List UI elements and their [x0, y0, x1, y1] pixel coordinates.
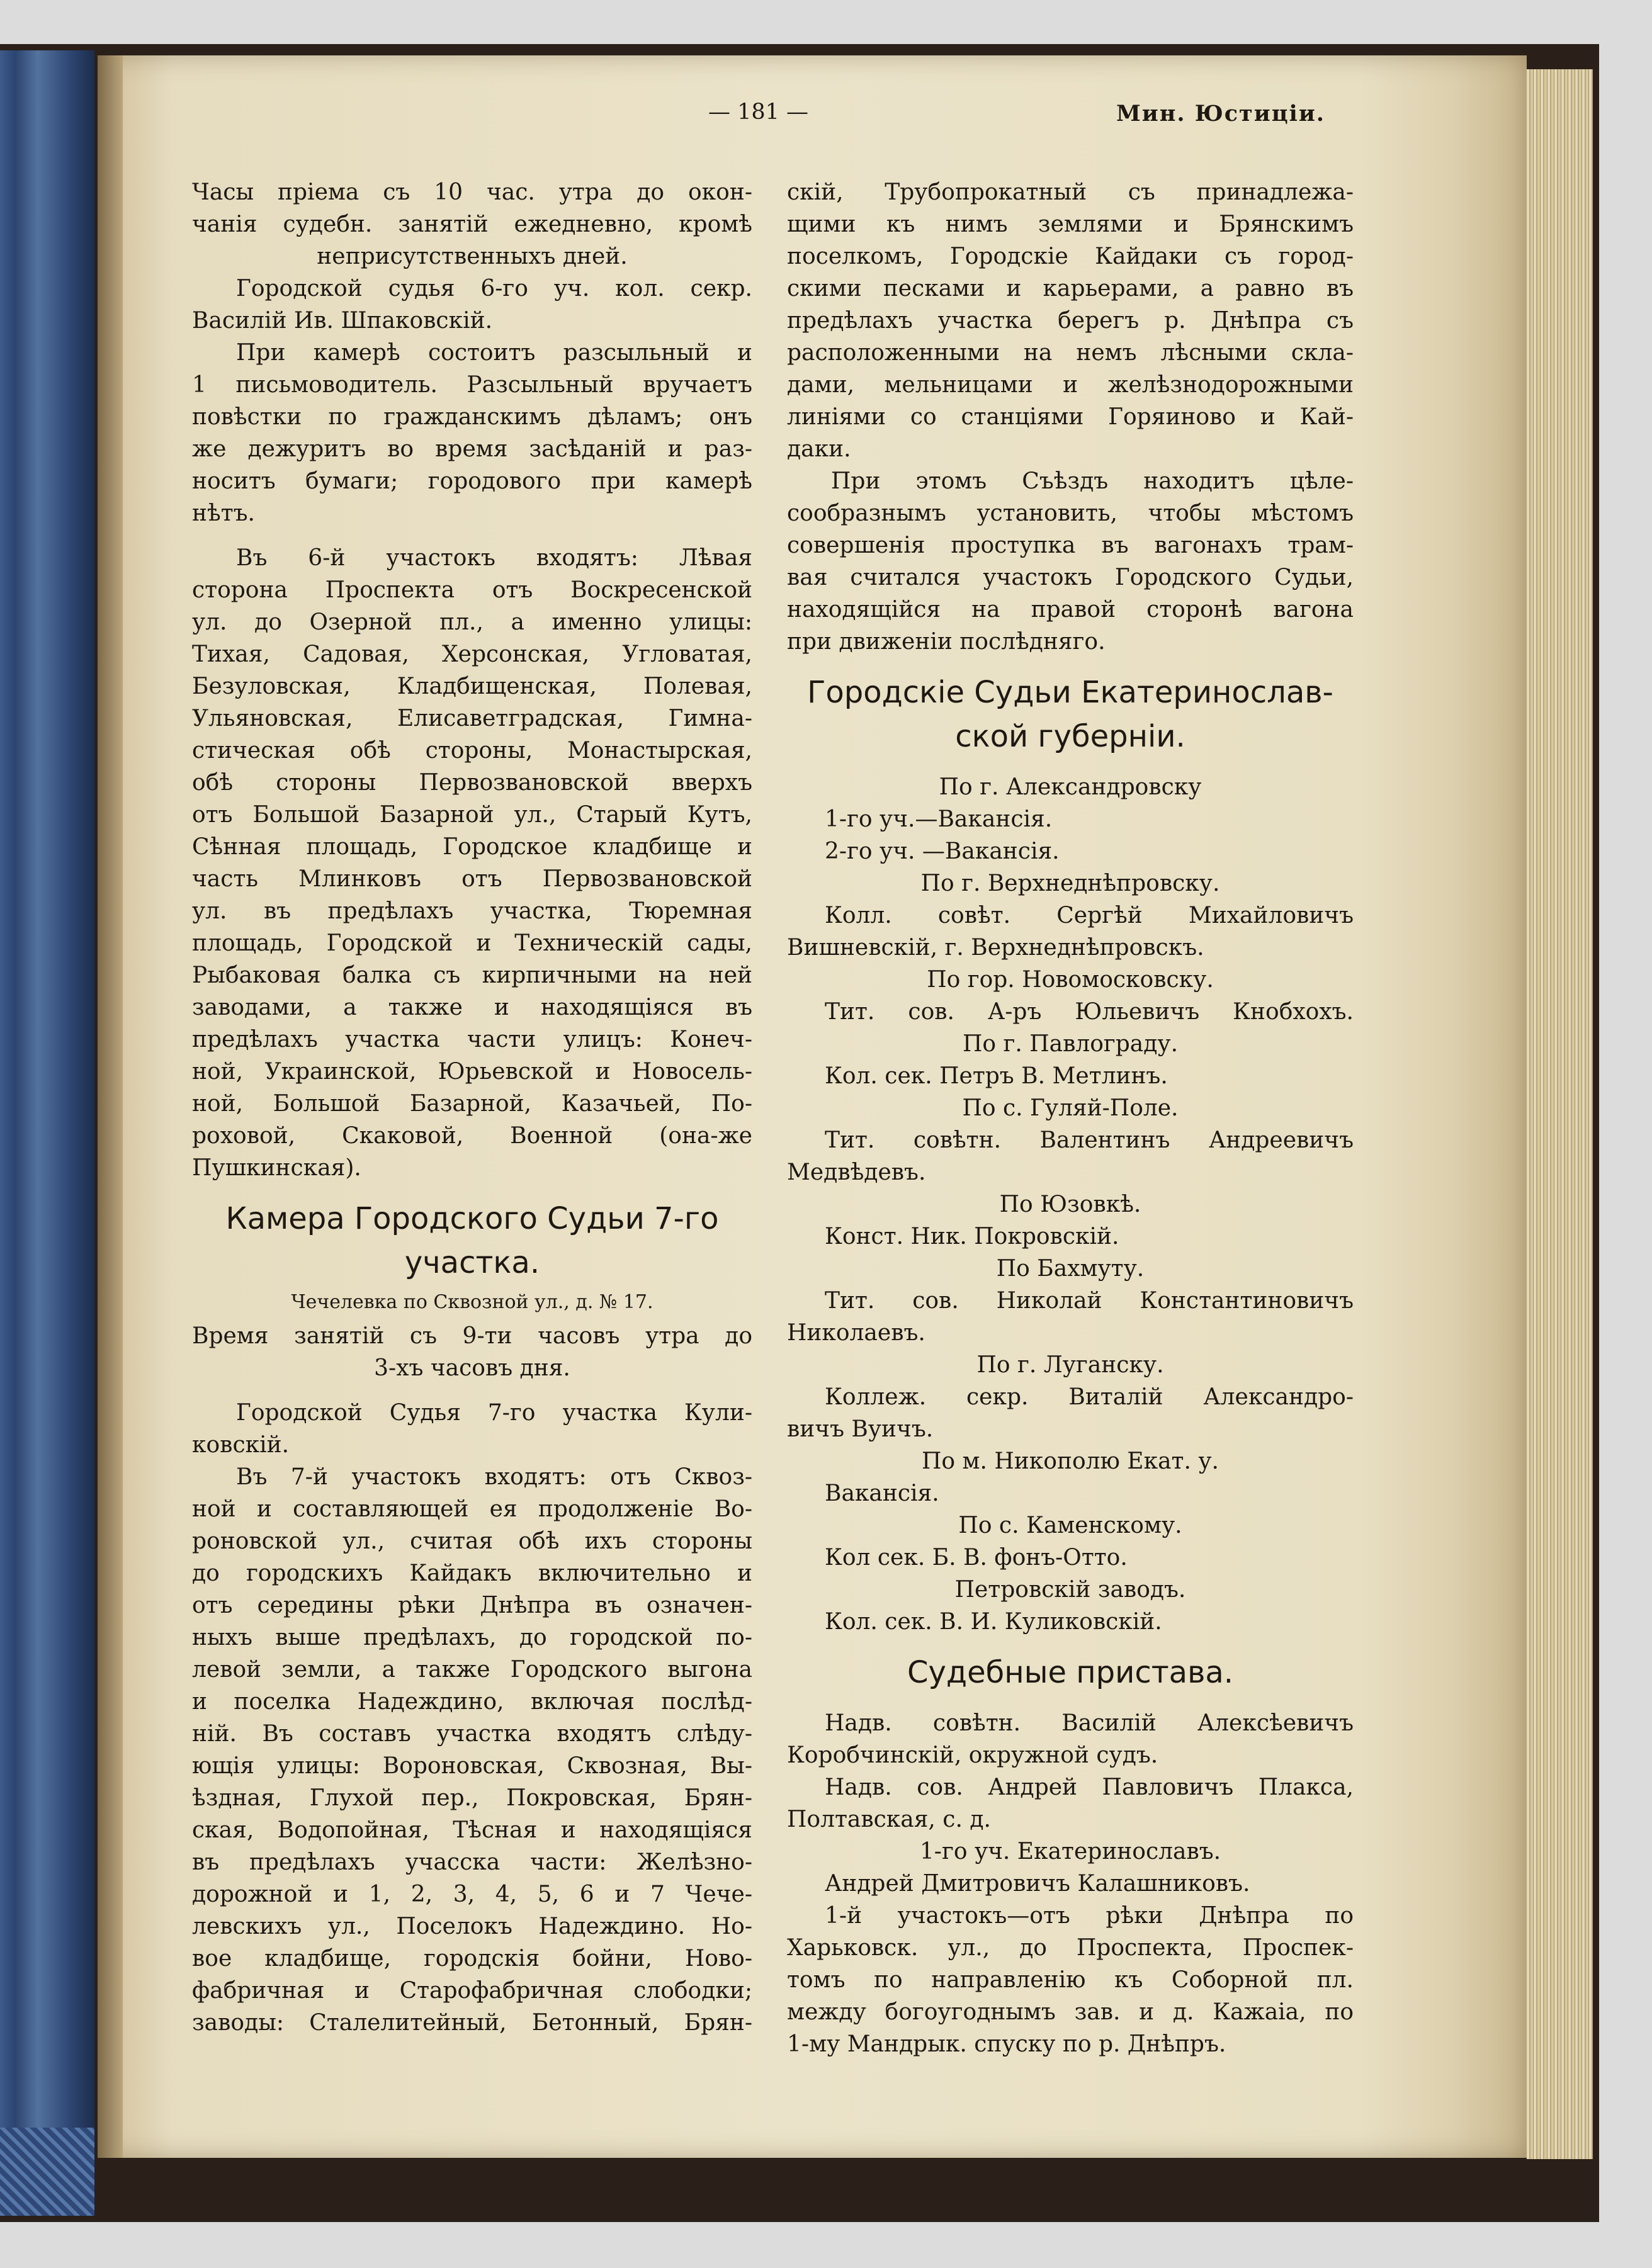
text-line: предѣлахъ участка части улицъ: Конеч-	[192, 1027, 752, 1052]
text-line: Андрей Дмитровичъ Калашниковъ.	[825, 1871, 1250, 1897]
text-line: между богоугоднымъ зав. и д. Кажаіа, по	[787, 1999, 1354, 2025]
text-line: поселкомъ, Городскіе Кайдаки съ город-	[787, 244, 1354, 269]
text-line: ул. до Озерной пл., а именно улицы:	[192, 609, 752, 635]
text-line: сообразнымъ установить, чтобы мѣстомъ	[787, 500, 1354, 526]
text-line: томъ по направленію къ Соборной пл.	[787, 1967, 1354, 1993]
text-line: 3-хъ часовъ дня.	[374, 1355, 570, 1381]
section-heading: Городскіе Судьи Екатеринослав-	[807, 675, 1333, 710]
text-line: При этомъ Съѣздъ находитъ цѣле-	[831, 468, 1354, 494]
page-edges	[1527, 69, 1593, 2159]
text-line: роховой, Скаковой, Военной (она-же	[192, 1123, 752, 1149]
text-line: роновской ул., считая обѣ ихъ стороны	[192, 1528, 752, 1554]
text-line: Медвѣдевъ.	[787, 1159, 926, 1185]
text-line: Тит. сов. А-ръ Юльевичъ Кнобхохъ.	[825, 999, 1354, 1025]
text-line: ныхъ выше предѣлахъ, до городской по-	[192, 1625, 752, 1650]
address-line: Чечелевка по Сквозной ул., д. № 17.	[291, 1291, 653, 1313]
text-line: неприсутственныхъ дней.	[317, 244, 628, 269]
spacer	[192, 1184, 752, 1197]
text-line: Въ 7-й участокъ входятъ: отъ Сквоз-	[236, 1464, 752, 1490]
page-number: — 181 —	[708, 99, 809, 125]
spacer	[787, 1638, 1354, 1650]
text-line: ющія улицы: Вороновская, Сквозная, Вы-	[192, 1753, 752, 1779]
text-line: Городской Судья 7-го участка Кули-	[236, 1400, 752, 1426]
text-line: По г. Александровску	[939, 774, 1202, 800]
book-cover-left	[0, 50, 94, 2216]
text-line: По с. Каменскому.	[958, 1513, 1182, 1538]
text-line: и поселка Надеждино, включая послѣд-	[192, 1689, 752, 1715]
text-line: Рыбаковая балка съ кирпичными на ней	[192, 962, 752, 988]
text-line: ной и составляющей ея продолженіе Во-	[192, 1496, 752, 1522]
text-line: находящійся на правой сторонѣ вагона	[787, 597, 1354, 623]
text-line: Сѣнная площадь, Городское кладбище и	[192, 834, 752, 860]
text-line: отъ середины рѣки Днѣпра въ означен-	[192, 1593, 752, 1618]
text-line: ковскій.	[192, 1432, 290, 1458]
text-line: 1-му Мандрык. спуску по р. Днѣпръ.	[787, 2031, 1226, 2057]
section-title: Мин. Юстиціи.	[1116, 101, 1325, 127]
text-line: скими песками и карьерами, а равно въ	[787, 276, 1354, 302]
spacer	[192, 1384, 752, 1397]
text-line: По г. Луганску.	[976, 1352, 1164, 1378]
text-line: Тихая, Садовая, Херсонская, Угловатая,	[192, 641, 752, 667]
text-line: Кол сек. Б. В. фонъ-Отто.	[825, 1545, 1128, 1571]
book-cover-cloth	[0, 2128, 94, 2216]
text-line: По с. Гуляй-Поле.	[962, 1095, 1179, 1121]
text-line: стическая обѣ стороны, Монастырская,	[192, 738, 752, 764]
text-line: линіями со станціями Горяиново и Кай-	[787, 404, 1354, 430]
text-line: скій, Трубопрокатный съ принадлежа-	[787, 179, 1354, 205]
text-line: Коробчинскій, окружной судъ.	[787, 1742, 1158, 1768]
text-line: Василій Ив. Шпаковскій.	[192, 308, 493, 334]
text-line: По г. Павлограду.	[962, 1031, 1179, 1057]
left-column	[192, 176, 752, 2039]
text-line: вая считался участокъ Городского Судьи,	[787, 565, 1354, 590]
text-line: Харьковск. ул., до Проспекта, Проспек-	[787, 1935, 1354, 1961]
text-line: Полтавская, с. д.	[787, 1807, 991, 1832]
text-line: По Юзовкѣ.	[999, 1192, 1141, 1217]
spacer	[787, 658, 1354, 670]
text-line: 2-го уч. —Вакансія.	[825, 838, 1060, 864]
text-line: Тит. совѣтн. Валентинъ Андреевичъ	[825, 1127, 1354, 1153]
text-line: фабричная и Старофабричная слободки;	[192, 1978, 752, 2004]
text-line: Пушкинская).	[192, 1155, 361, 1181]
text-line: ной, Украинской, Юрьевской и Новосель-	[192, 1059, 752, 1085]
text-line: 1-й участокъ—отъ рѣки Днѣпра по	[825, 1903, 1354, 1929]
text-line: дорожной и 1, 2, 3, 4, 5, 6 и 7 Чече-	[192, 1882, 752, 1907]
text-line: Николаевъ.	[787, 1320, 925, 1346]
text-line: Конст. Ник. Покровскій.	[825, 1224, 1119, 1250]
text-line: ская, Водопойная, Тѣсная и находящіяся	[192, 1817, 752, 1843]
text-line: Ульяновская, Елисаветградская, Гимна-	[192, 706, 752, 731]
text-line: Часы пріема съ 10 час. утра до окон-	[192, 179, 752, 205]
text-line: вое кладбище, городскія бойни, Ново-	[192, 1946, 752, 1972]
text-line: Надв. совѣтн. Василій Алексѣевичъ	[825, 1710, 1354, 1736]
text-line: даки.	[787, 436, 851, 462]
text-line: носитъ бумаги; городового при камерѣ	[192, 468, 752, 494]
text-line: часть Млинковъ отъ Первозвановской	[192, 866, 752, 892]
text-line: до городскихъ Кайдакъ включительно и	[192, 1560, 752, 1586]
section-heading: ской губерніи.	[955, 719, 1185, 754]
text-line: Вакансія.	[825, 1481, 939, 1506]
text-line: нѣтъ.	[192, 500, 255, 526]
text-line: По гор. Новомосковску.	[927, 967, 1214, 993]
text-line: обѣ стороны Первозвановской вверхъ	[192, 770, 752, 796]
text-line: повѣстки по гражданскимъ дѣламъ; онъ	[192, 404, 752, 430]
spacer	[787, 1695, 1354, 1707]
text-line: ѣздная, Глухой пер., Покровская, Брян-	[192, 1785, 752, 1811]
text-line: 1-го уч. Екатеринославъ.	[919, 1839, 1221, 1865]
text-line: при движеніи послѣдняго.	[787, 629, 1106, 655]
page-gutter-shadow	[98, 55, 123, 2158]
section-heading: участка.	[404, 1245, 540, 1280]
spacer	[192, 529, 752, 542]
text-line: Коллеж. секр. Виталій Александро-	[825, 1384, 1354, 1410]
text-line: ул. въ предѣлахъ участка, Тюремная	[192, 898, 752, 924]
text-line: Въ 6-й участокъ входятъ: Лѣвая	[236, 545, 752, 571]
text-line: въ предѣлахъ учасска части: Желѣзно-	[192, 1849, 752, 1875]
section-heading: Камера Городского Судьи 7-го	[225, 1201, 719, 1236]
text-line: По Бахмуту.	[996, 1256, 1145, 1282]
right-column	[787, 176, 1354, 2060]
text-line: ной, Большой Базарной, Казачьей, По-	[192, 1091, 752, 1117]
text-line: левой земли, а также Городского выгона	[192, 1657, 752, 1683]
text-line: Тит. сов. Николай Константиновичъ	[825, 1288, 1354, 1314]
text-line: Вишневскій, г. Верхнеднѣпровскъ.	[787, 935, 1204, 961]
text-line: По м. Никополю Екат. у.	[922, 1448, 1219, 1474]
text-line: 1 письмоводитель. Разсыльный вручаетъ	[192, 372, 752, 398]
text-line: левскихъ ул., Поселокъ Надеждино. Но-	[192, 1914, 752, 1939]
text-line: вичъ Вуичъ.	[787, 1416, 934, 1442]
spacer	[787, 759, 1354, 771]
text-line: отъ Большой Базарной ул., Старый Кутъ,	[192, 802, 752, 828]
text-line: Надв. сов. Андрей Павловичъ Плакса,	[825, 1774, 1354, 1800]
text-line: По г. Верхнеднѣпровску.	[920, 871, 1220, 896]
text-line: щими къ нимъ землями и Брянскимъ	[787, 212, 1354, 237]
section-heading: Судебные пристава.	[907, 1655, 1234, 1690]
text-line: Городской судья 6-го уч. кол. секр.	[236, 276, 752, 302]
text-line: совершенія проступка въ вагонахъ трам-	[787, 533, 1354, 558]
text-line: Колл. совѣт. Сергѣй Михайловичъ	[825, 903, 1354, 928]
text-line: При камерѣ состоитъ разсыльный и	[236, 340, 752, 366]
text-line: Кол. сек. Петръ В. Метлинъ.	[825, 1063, 1168, 1089]
text-line: сторона Проспекта отъ Воскресенской	[192, 577, 752, 603]
text-line: ній. Въ составъ участка входятъ слѣду-	[192, 1721, 752, 1747]
text-line: Время занятій съ 9-ти часовъ утра до	[192, 1323, 752, 1349]
text-line: Кол. сек. В. И. Куликовскій.	[825, 1609, 1162, 1635]
text-line: Петровскій заводъ.	[954, 1577, 1186, 1603]
text-line: заводы: Сталелитейный, Бетонный, Брян-	[192, 2010, 752, 2036]
text-line: заводами, а также и находящіяся въ	[192, 995, 752, 1020]
text-line: предѣлахъ участка берегъ р. Днѣпра съ	[787, 308, 1354, 334]
text-line: чанія судебн. занятій ежедневно, кромѣ	[192, 212, 752, 237]
text-line: же дежуритъ во время засѣданій и раз-	[192, 436, 752, 462]
text-line: расположенными на немъ лѣсными скла-	[787, 340, 1354, 366]
text-line: площадь, Городской и Техническій сады,	[192, 930, 752, 956]
text-line: 1-го уч.—Вакансія.	[825, 806, 1053, 832]
text-line: Безуловская, Кладбищенская, Полевая,	[192, 674, 752, 699]
running-header	[189, 99, 1360, 137]
text-line: дами, мельницами и желѣзнодорожными	[787, 372, 1354, 398]
